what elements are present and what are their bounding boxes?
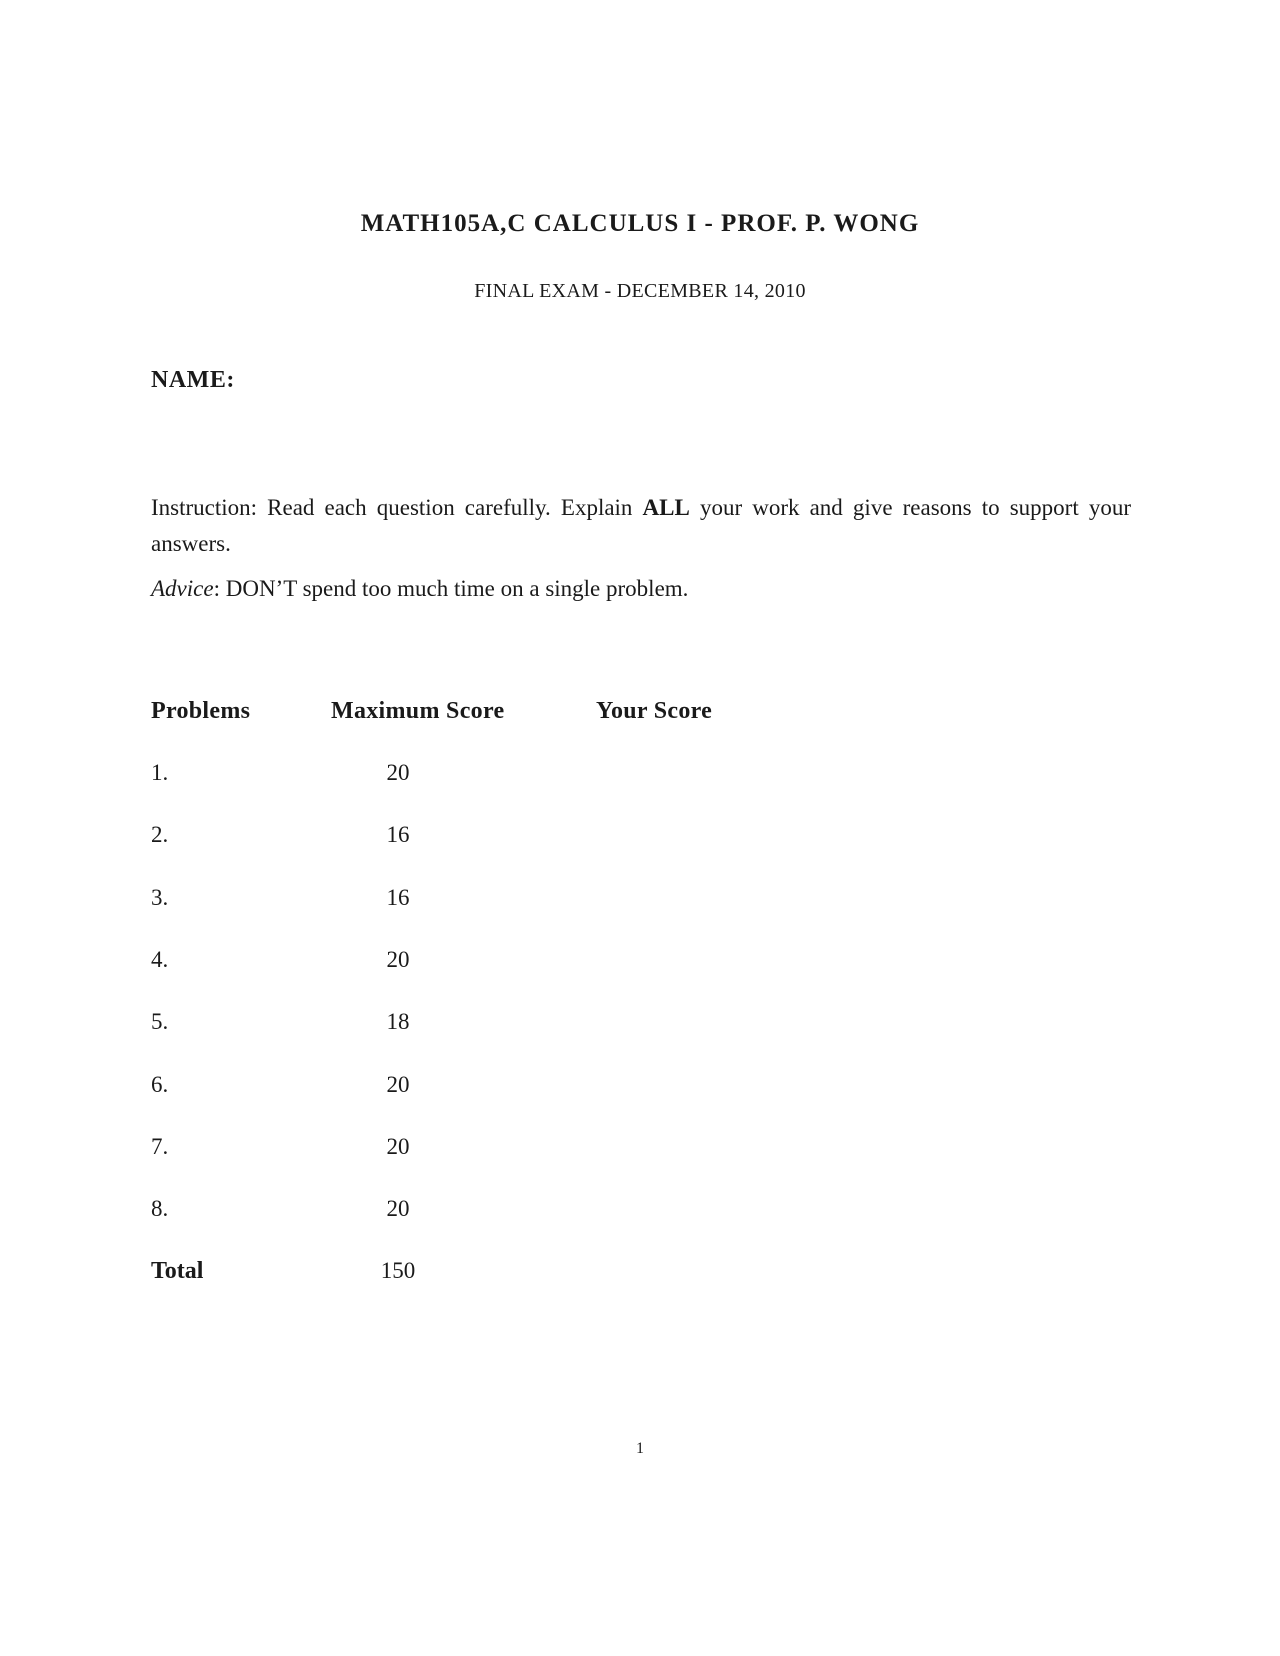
problem-number: 6. (151, 1072, 169, 1097)
problem-number: 5. (151, 1009, 169, 1034)
max-score: 20 (386, 1072, 410, 1097)
problem-number: 7. (151, 1134, 169, 1159)
max-score: 20 (386, 1134, 410, 1159)
advice-label: Advice (151, 576, 214, 601)
max-score: 18 (386, 1009, 410, 1034)
instruction-prefix: Instruction: Read each question carefully. Explain (151, 495, 643, 520)
header-maximum-score: Maximum Score (331, 698, 505, 724)
problem-number: 2. (151, 822, 169, 847)
max-score: 20 (386, 760, 410, 785)
advice-paragraph (151, 576, 688, 602)
page-number: 1 (636, 1440, 644, 1457)
max-score: 20 (386, 1196, 410, 1221)
instruction-suffix: your work and give reasons to support your answers. (151, 495, 1131, 556)
problem-number: 3. (151, 885, 169, 910)
header-your-score: Your Score (596, 698, 713, 724)
instruction-emphasis: ALL (642, 495, 690, 520)
name-label: NAME: (151, 367, 235, 393)
max-score: 16 (386, 885, 410, 910)
problem-number: 8. (151, 1196, 169, 1221)
page-title: MATH105A,C CALCULUS I - PROF. P. WONG (360, 210, 920, 237)
instruction-paragraph (151, 490, 1131, 562)
advice-text: : DON’T spend too much time on a single problem. (213, 576, 689, 601)
max-score: 20 (386, 947, 410, 972)
problem-number: 1. (151, 760, 169, 785)
total-label: Total (151, 1258, 204, 1284)
page-subtitle: FINAL EXAM - DECEMBER 14, 2010 (474, 280, 806, 302)
max-score: 16 (386, 822, 410, 847)
total-max-score: 150 (380, 1258, 416, 1283)
header-problems: Problems (151, 698, 251, 724)
problem-number: 4. (151, 947, 169, 972)
